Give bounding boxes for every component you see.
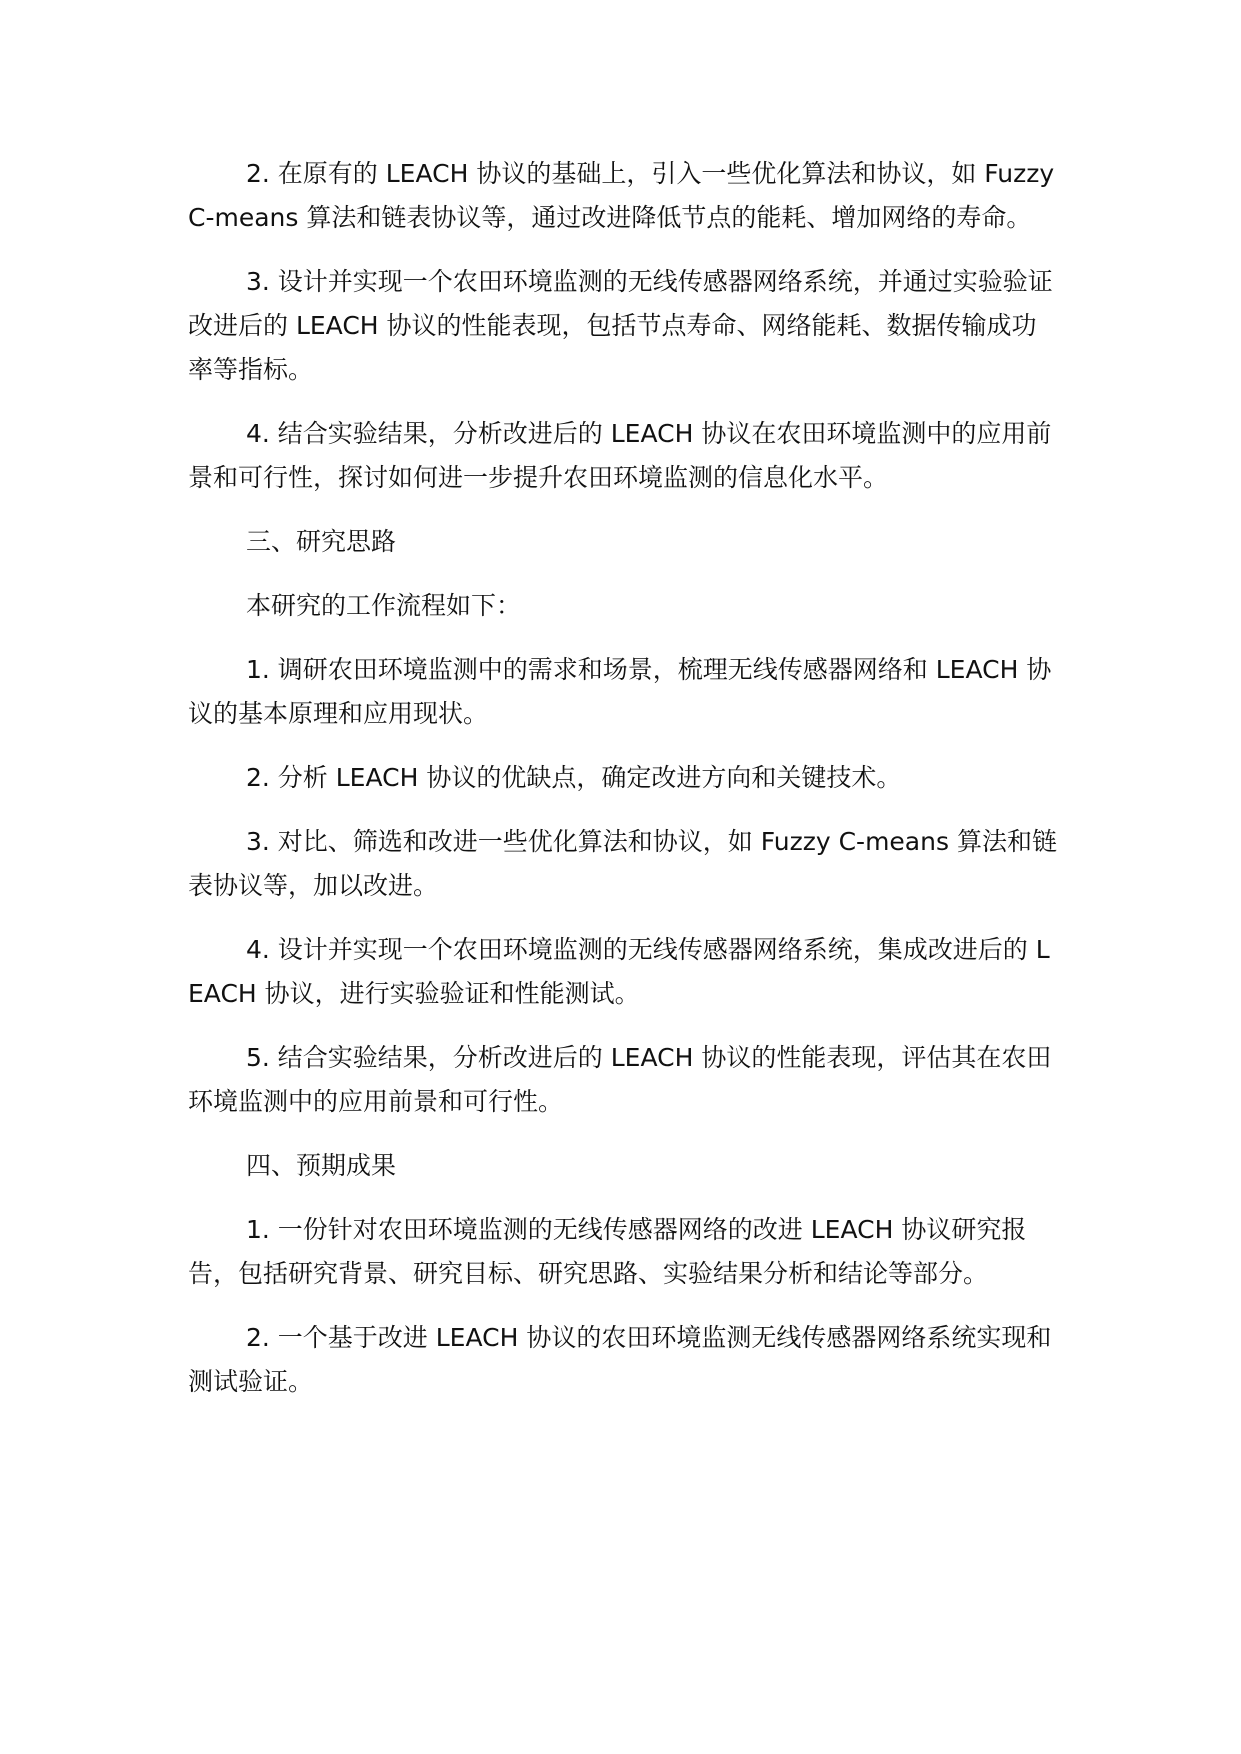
paragraph-step-5: 5. 结合实验结果，分析改进后的 LEACH 协议的性能表现，评估其在农田环境监测中的应用前景和可行性。 — [188, 1043, 1052, 1116]
paragraph-workflow-intro: 本研究的工作流程如下： — [246, 591, 522, 620]
paragraph-step-1: 1. 调研农田环境监测中的需求和场景，梳理无线传感器网络和 LEACH 协议的基本原理和应用现状。 — [188, 655, 1052, 728]
document-body — [188, 152, 1058, 1404]
paragraph-result-1: 1. 一份针对农田环境监测的无线传感器网络的改进 LEACH 协议研究报告，包括研究背景、研究目标、研究思路、实验结果分析和结论等部分。 — [188, 1215, 1027, 1288]
paragraph-objective-2: 2. 在原有的 LEACH 协议的基础上，引入一些优化算法和协议，如 Fuzzy C-means 算法和链表协议等，通过改进降低节点的能耗、增加网络的寿命。 — [188, 159, 1055, 232]
paragraph-result-2: 2. 一个基于改进 LEACH 协议的农田环境监测无线传感器网络系统实现和测试验证。 — [188, 1323, 1052, 1396]
section-heading-research-approach: 三、研究思路 — [246, 527, 397, 556]
paragraph-step-3: 3. 对比、筛选和改进一些优化算法和协议，如 Fuzzy C-means 算法和链表协议等，加以改进。 — [188, 827, 1057, 900]
paragraph-step-2: 2. 分析 LEACH 协议的优缺点，确定改进方向和关键技术。 — [246, 763, 902, 792]
paragraph-objective-3: 3. 设计并实现一个农田环境监测的无线传感器网络系统，并通过实验验证改进后的 LEACH 协议的性能表现，包括节点寿命、网络能耗、数据传输成功率等指标。 — [188, 267, 1053, 384]
paragraph-objective-4: 4. 结合实验结果，分析改进后的 LEACH 协议在农田环境监测中的应用前景和可行性，探讨如何进一步提升农田环境监测的信息化水平。 — [188, 419, 1052, 492]
paragraph-step-4: 4. 设计并实现一个农田环境监测的无线传感器网络系统，集成改进后的 LEACH 协议，进行实验验证和性能测试。 — [188, 935, 1050, 1008]
section-heading-expected-results: 四、预期成果 — [246, 1151, 397, 1180]
